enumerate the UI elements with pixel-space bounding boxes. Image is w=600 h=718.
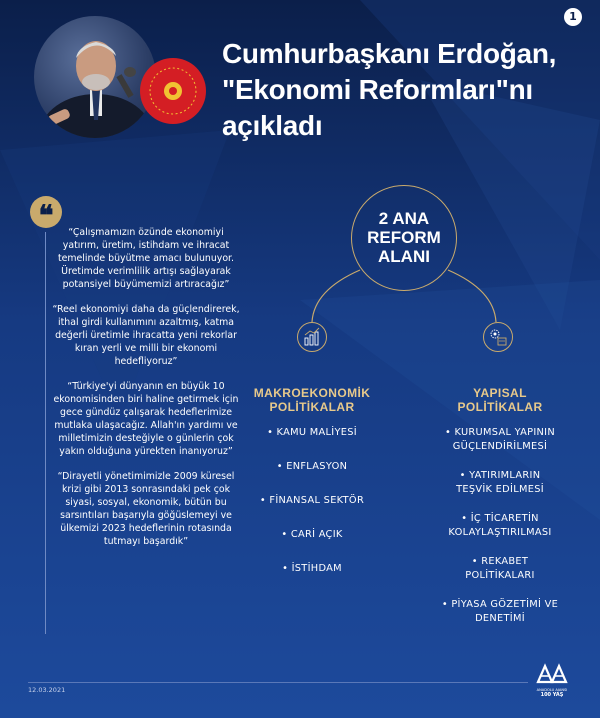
aa-logo-caption: ANADOLU AJANSI [536,688,568,692]
quote-item: “Dirayetli yönetimimizle 2009 küresel krizi gibi 2013 sonrasındaki pek çok siyasi, sosyal, ekonomik, bütün bu sarsıntıları başarıyla göğüslemeyi ve ülkemizi 2023 hedeflerinin rotasında tutmayı başardık” [57,471,235,547]
list-item: • YATIRIMLARIN TEŞVİK EDİLMESİ [456,470,544,495]
quote-icon: ❝ [30,196,62,228]
reform-area: ALANI [378,247,430,266]
reform-circle-label [351,209,457,266]
list-item: • KAMU MALİYESİ [267,427,357,438]
list-item: • FİNANSAL SEKTÖR [259,495,365,506]
reform-count: 2 ANA [378,209,430,228]
page-title: Cumhurbaşkanı Erdoğan, "Ekonomi Reformları"nı açıkladı [222,38,557,141]
agency-logo [534,662,570,710]
right-column-title: YAPISAL POLİTİKALAR [457,386,543,414]
right-column-list [424,426,576,626]
list-item: • CARİ AÇIK [281,529,343,540]
quote-item: “Çalışmamızın özünde ekonomiyi yatırım, üretim, istihdam ve ihracat temelinde büyütme amacı bulunuyor. Üretimde verimlilik artışı sağlayarak potansiyel büyümemizi artıracağız” [57,227,235,290]
list-item: • KURUMSAL YAPININ GÜÇLENDİRİLMESİ [445,427,555,452]
list-item: • PİYASA GÖZETİMİ VE DENETİMİ [441,599,559,624]
aa-logo-sub: 100 YAŞ [540,692,564,698]
list-item: • İÇ TİCARETİN KOLAYLAŞTIRILMASI [448,513,552,538]
list-item: • REKABET POLİTİKALARI [465,556,535,581]
quote-item: “Reel ekonomiyi daha da güçlendirerek, ithal girdi kullanımını azaltmış, katma değerli üretimle ihracatta yeni rekorlar kıran yerli ve milli bir ekonomi hedefliyoruz” [52,304,240,367]
list-item: • İSTİHDAM [282,563,342,574]
left-column-list [236,426,388,576]
left-column-title: MAKROEKONOMİK POLİTİKALAR [253,386,371,414]
page-number-badge: 1 [564,8,582,26]
publish-date: 12.03.2021 [28,686,66,694]
quote-item: “Türkiye'yi dünyanın en büyük 10 ekonomisinden biri haline getirmek için gece gündüz çalışarak hedeflerimize mutlaka ulaşacağız. Allah'ın yardımı ve milletimizin desteğiyle o günlerin çok yakın olduğuna yürekten inanıyoruz” [53,381,239,457]
structure-gear-icon [483,322,513,352]
footer-divider [28,682,528,683]
aa-logo-icon [534,662,570,684]
list-item: • ENFLASYON [276,461,348,472]
macro-chart-icon [297,322,327,352]
reform-word: REFORM [367,228,441,247]
